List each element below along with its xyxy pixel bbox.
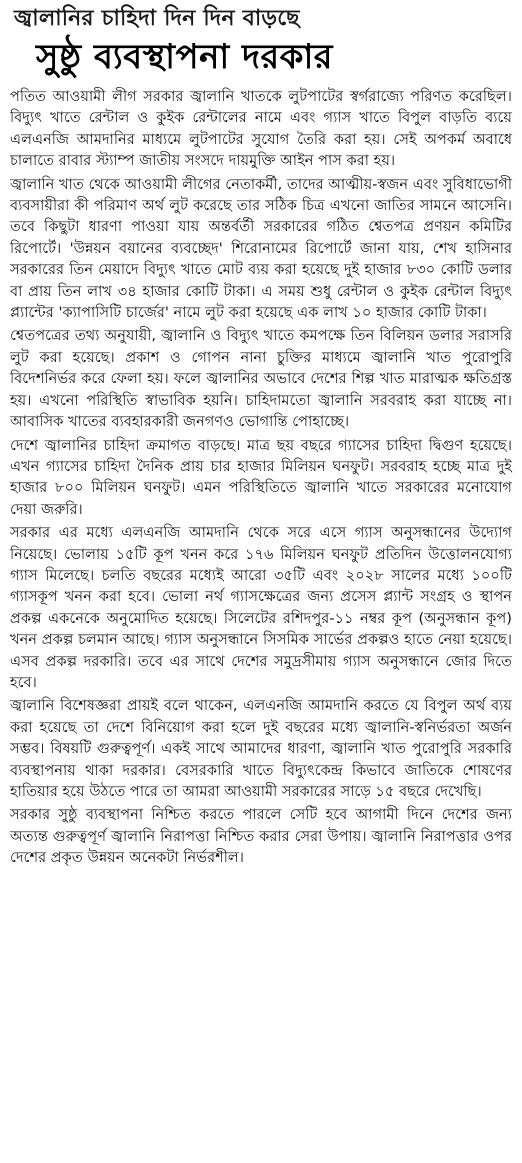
article-body: [8, 86, 514, 869]
article-paragraph-6: জ্বালানি বিশেষজ্ঞরা প্রায়ই বলে থাকেন, এলএনজি আমদানি করতে যে বিপুল অর্থ ব্যয় করা হয়েছে তা দেশে বিনিয়োগ করা হলে দুই বছরের মধ্যে জ্বালানি-স্বনির্ভরতা অর্জন সম্ভব। বিষয়টি গুরুত্বপূর্ণ। একই সাথে আমাদের ধারণা, জ্বালানি খাত পুরোপুরি সরকারি ব্যবস্থাপনায় থাকা দরকার। বেসরকারি খাতে বিদ্যুৎকেন্দ্র কিভাবে জাতিকে শোষণের হাতিয়ার হয়ে উঠতে পারে তা আমরা আওয়ামী সরকারের সাড়ে ১৫ বছরে দেখেছি।: [10, 697, 512, 800]
article-kicker-headline: জ্বালানির চাহিদা দিন দিন বাড়ছে: [14, 6, 300, 31]
article-paragraph-4: দেশে জ্বালানির চাহিদা ক্রমাগত বাড়ছে। মাত্র ছয় বছরে গ্যাসের চাহিদা দ্বিগুণ হয়েছে। এখন গ্যাসের চাহিদা দৈনিক প্রায় চার হাজার মিলিয়ন ঘনফুট। সরবরাহ হচ্ছে মাত্র দুই হাজার ৮০০ মিলিয়ন ঘনফুট। এমন পরিস্থিতিতে জ্বালানি খাতে সরকারের মনোযোগ দেয়া জরুরি।: [10, 436, 512, 518]
article-paragraph-5: সরকার এর মধ্যে এলএনজি আমদানি থেকে সরে এসে গ্যাস অনুসন্ধানের উদ্যোগ নিয়েছে। ভোলায় ১৫টি কূপ খনন করে ১৭৬ মিলিয়ন ঘনফুট প্রতিদিন উত্তোলনযোগ্য গ্যাস মিলেছে। চলতি বছরের মধ্যেই আরো ৩৫টি এবং ২০২৮ সালের মধ্যে ১০০টি গ্যাসকূপ খনন করা হবে। ভোলা নর্থ গ্যাসক্ষেত্রের জন্য প্রসেস প্ল্যান্ট সংগ্রহ ও স্থাপন প্রকল্প একনেকে অনুমোদিত হয়েছে। সিলেটের রশিদপুর-১১ নম্বর কূপ (অনুসন্ধান কূপ) খনন প্রকল্প চলমান আছে। গ্যাস অনুসন্ধানে সিসমিক সার্ভের প্রকল্পও হাতে নেয়া হয়েছে। এসব প্রকল্প দরকারি। তবে এর সাথে দেশের সমুদ্রসীমায় গ্যাস অনুসন্ধানে জোর দিতে হবে।: [10, 524, 512, 691]
article-paragraph-3: শ্বেতপত্রের তথ্য অনুযায়ী, জ্বালানি ও বিদ্যুৎ খাতে কমপক্ষে তিন বিলিয়ন ডলার সরাসরি লুট করা হয়েছে। প্রকাশ ও গোপন নানা চুক্তির মাধ্যমে জ্বালানি খাত পুরোপুরি বিদেশনির্ভর করে ফেলা হয়। ফলে জ্বালানির অভাবে দেশের শিল্প খাত মারাত্মক ক্ষতিগ্রস্ত হয়। এখনো পরিস্থিতি স্বাভাবিক হয়নি। চাহিদামতো জ্বালানি সরবরাহ করা যাচ্ছে না। আবাসিক খাতের ব্যবহারকারী জনগণও ভোগান্তি পোহাচ্ছে।: [10, 327, 512, 431]
article-paragraph-2: জ্বালানি খাত থেকে আওয়ামী লীগের নেতাকর্মী, তাদের আত্মীয়-স্বজন এবং সুবিধাভোগী ব্যবসায়ীরা কী পরিমাণ অর্থ লুট করেছে তার সঠিক চিত্র এখনো জাতির সামনে আসেনি। তবে কিছুটা ধারণা পাওয়া যায় অন্তর্বর্তী সরকারের গঠিত শ্বেতপত্র প্রণয়ন কমিটির রিপোর্টে। 'উন্নয়ন বয়ানের ব্যবচ্ছেদ' শিরোনামের রিপোর্টে জানা যায়, শেখ হাসিনার সরকারের তিন মেয়াদে বিদ্যুৎ খাতে মোট ব্যয় করা হয়েছে দুই হাজার ৮৩০ কোটি ডলার বা প্রায় তিন লাখ ৩৪ হাজার কোটি টাকা। এ সময় শুধু রেন্টাল ও কুইক রেন্টাল বিদ্যুৎ প্ল্যান্টের 'ক্যাপাসিটি চার্জের' নামে লুট করা হয়েছে এক লাখ ১০ হাজার কোটি টাকা।: [10, 175, 512, 322]
article-main-headline: সুষ্ঠু ব্যবস্থাপনা দরকার: [36, 37, 334, 77]
article-paragraph-7: সরকার সুষ্ঠু ব্যবস্থাপনা নিশ্চিত করতে পারলে সেটি হবে আগামী দিনে দেশের জন্য অত্যন্ত গুরুত্বপূর্ণ জ্বালানি নিরাপত্তা নিশ্চিত করার সেরা উপায়। জ্বালানি নিরাপত্তার ওপর দেশের প্রকৃত উন্নয়ন অনেকটা নির্ভরশীল।: [10, 806, 512, 867]
article-paragraph-1: পতিত আওয়ামী লীগ সরকার জ্বালানি খাতকে লুটপাটের স্বর্গরাজ্যে পরিণত করেছিল। বিদ্যুৎ খাতে রেন্টাল ও কুইক রেন্টালের নামে এবং গ্যাস খাতে বিপুল বাড়তি ব্যয়ে এলএনজি আমদানির মাধ্যমে লুটপাটের সুযোগ তৈরি করা হয়। সেই অপকর্ম অবাধে চালাতে রাবার স্ট্যাম্প জাতীয় সংসদে দায়মুক্তি আইন পাস করা হয়।: [10, 88, 512, 170]
